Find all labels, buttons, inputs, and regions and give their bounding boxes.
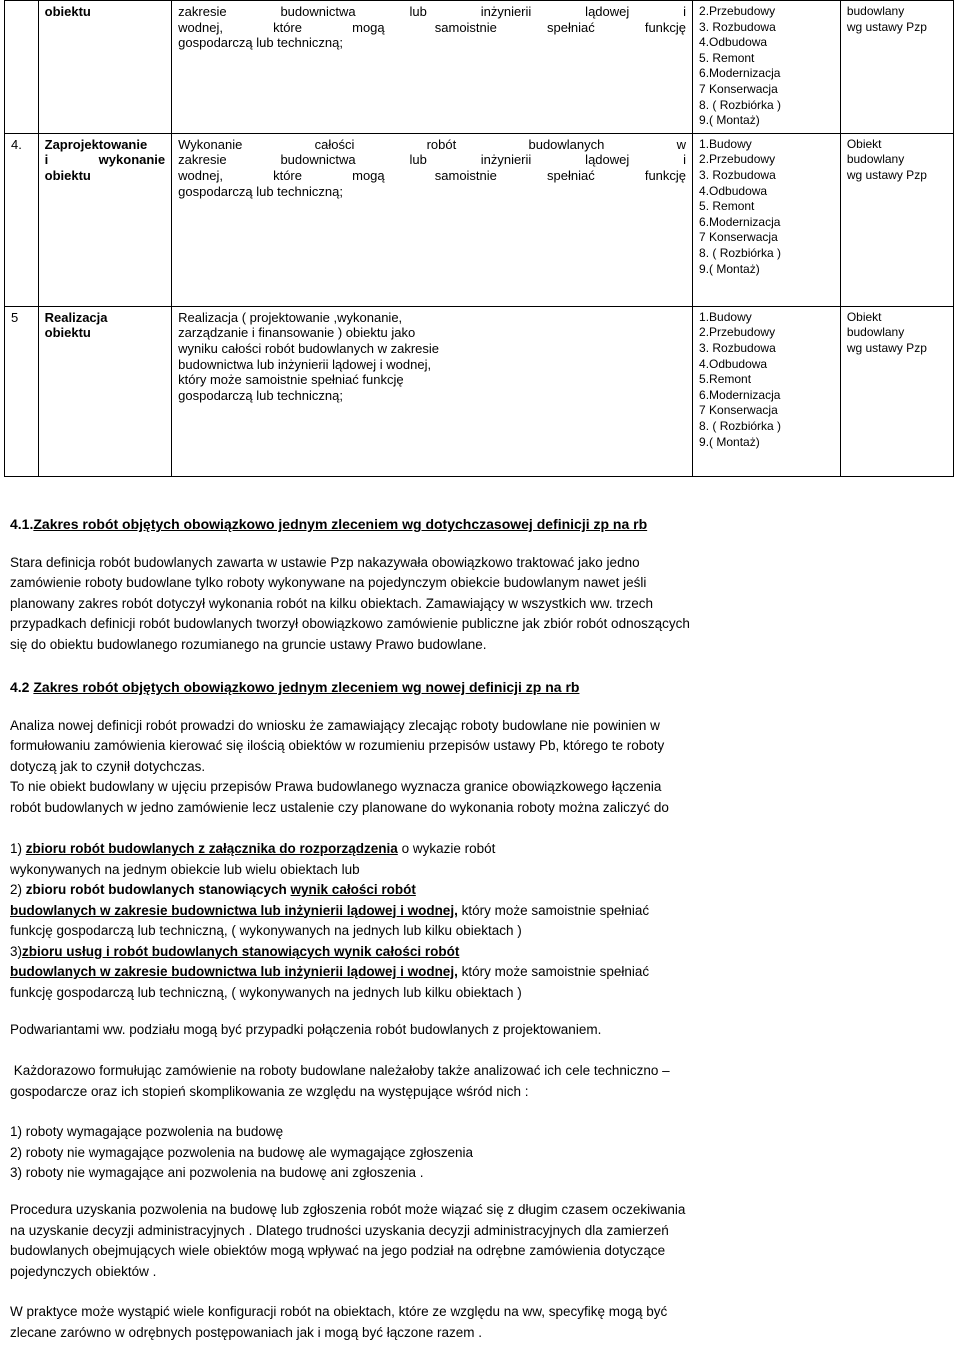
obj-line: wg ustawy Pzp (846, 19, 927, 34)
table-row-4 (5, 133, 954, 306)
paragraph-line: przypadkach definicji robót budowlanych tworzył obowiązkowo zamówienie publiczne jak zbiór robót odnoszących (10, 616, 690, 631)
name-line: i wykonanie (44, 152, 166, 168)
list-emphasis: budowlanych w zakresie budownictwa lub inżynierii lądowej i wodnej, (10, 902, 458, 918)
paragraph-line: dotyczą jak to czynił dotychczas. (10, 758, 206, 774)
list-item-continuation: funkcję gospodarczą lub techniczną, ( wykonywanych na jednych lub kilku obiektach ) (10, 984, 522, 1000)
op-item: 7 Konserwacja (699, 403, 778, 418)
paragraph-line: zamówienie roboty budowlane tylko roboty wykonywane na pojedynczym obiekcie budowlanym nawet jeśli (10, 575, 647, 590)
paragraph-line: gospodarcze oraz ich stopień skomplikowania ze względu na występujące wśród nich : (10, 1083, 529, 1099)
op-item: 9.( Montaż) (699, 261, 760, 276)
row-number: 5 (5, 306, 39, 476)
heading-text: Zakres robót objętych obowiązkowo jednym zleceniem wg nowej definicji zp na rb (33, 679, 580, 695)
paragraph-line: się do obiektu budowlanego rozumianego na gruncie ustawy Prawo budowlane. (10, 636, 487, 652)
paragraph-line: robót budowlanych w jedno zamówienie lecz ustalenie czy planowane do wykonania roboty można zaliczyć do (10, 799, 669, 815)
list-text: o wykazie robót (397, 841, 496, 856)
row-description (172, 133, 693, 306)
works-table (4, 0, 954, 477)
op-item: 2.Przebudowy (699, 4, 776, 18)
row-operations (693, 306, 841, 476)
op-item: 3. Rozbudowa (699, 340, 776, 355)
op-item: 1.Budowy (699, 136, 752, 151)
section-heading (10, 677, 950, 698)
list-emphasis: wynik całości robót (290, 882, 416, 897)
row-object (840, 306, 953, 476)
name-line: obiektu (44, 167, 91, 183)
list-emphasis: zbioru robót budowlanych stanowiących (25, 882, 291, 897)
obj-line: wg ustawy Pzp (846, 167, 927, 182)
obj-line: budowlany (846, 325, 905, 340)
table-row-5 (5, 306, 954, 476)
row-name (38, 306, 172, 476)
paragraph-line: formułowaniu zamówienia kierować się ilością obiektów w rozumieniu przepisów ustawy Pb, którego te roboty (10, 738, 665, 753)
section-heading (10, 514, 950, 535)
heading-number: 4.1. (10, 516, 34, 532)
desc-line: gospodarczą lub techniczną; (178, 35, 343, 51)
op-item: 5. Remont (699, 50, 755, 65)
paragraph-line: na uzyskanie decyzji administracyjnych . Dlatego trudności uzyskania decyzji administracyjnych dla zamierzeń (10, 1222, 669, 1238)
paragraph-each-time (10, 1061, 950, 1102)
obj-line: Obiekt (846, 136, 882, 151)
desc-line: wodnej, które mogą samoistnie spełniać funkcję (178, 167, 687, 183)
desc-line: budownictwa lub inżynierii lądowej i wodnej, (178, 356, 432, 372)
paragraph-line: To nie obiekt budowlany w ujęciu przepisów Prawa budowlanego wyznacza granice obowiązkowego łączenia (10, 779, 662, 794)
op-item: 2.Przebudowy (699, 152, 776, 167)
row-operations (693, 133, 841, 306)
obj-line: wg ustawy Pzp (846, 340, 927, 355)
obj-line: budowlany (846, 4, 905, 18)
op-item: 6.Modernizacja (699, 214, 781, 229)
paragraph-line: zlecane zarówno w odrębnych postępowaniach jak i mogą być łączone razem . (10, 1324, 483, 1340)
op-item: 8. ( Rozbiórka ) (699, 245, 782, 260)
row-number (5, 1, 39, 134)
desc-line: gospodarczą lub techniczną; (178, 387, 343, 403)
desc-line: zarządzanie i finansowanie ) obiektu jako (178, 325, 416, 341)
heading-number: 4.2 (10, 679, 30, 695)
paragraph-line: Procedura uzyskania pozwolenia na budowę lub zgłoszenia robót może wiązać się z długim czasem oczekiwania (10, 1202, 686, 1217)
paragraph-line: pojedynczych obiektów . (10, 1263, 157, 1279)
paragraph-line: Każdorazowo formułując zamówienie na roboty budowlane należałoby także analizować ich cele techniczno – (10, 1063, 670, 1078)
op-item: 6.Modernizacja (699, 387, 781, 402)
row-description (172, 1, 693, 134)
op-item: 9.( Montaż) (699, 113, 760, 128)
list-item-continuation: wykonywanych na jednym obiekcie lub wielu obiektach lub (10, 861, 360, 877)
list-emphasis: zbioru usług i robót budowlanych stanowiących wynik całości robót (22, 943, 460, 959)
permit-cases-list (10, 1122, 950, 1184)
list-item: 3) roboty nie wymagające ani pozwolenia na budowę ani zgłoszenia . (10, 1165, 424, 1180)
list-item-continuation: funkcję gospodarczą lub techniczną, ( wykonywanych na jednych lub kilku obiektach ) (10, 923, 522, 938)
list-prefix: 1) (10, 841, 26, 856)
op-item: 4.Odbudowa (699, 356, 768, 371)
row-operations (693, 1, 841, 134)
list-emphasis: budowlanych w zakresie budownictwa lub inżynierii lądowej i wodnej, (10, 964, 458, 979)
list-prefix: 2) (10, 882, 26, 897)
op-item: 6.Modernizacja (699, 66, 781, 81)
op-item: 2.Przebudowy (699, 325, 776, 340)
paragraph-line: Stara definicja robót budowlanych zawarta w ustawie Pzp nakazywała obowiązkowo traktować jako jedno (10, 554, 640, 570)
obj-line: Obiekt (846, 309, 882, 324)
desc-line: zakresie budownictwa lub inżynierii lądowej i (178, 152, 687, 168)
list-text: który może samoistnie spełniać (457, 964, 650, 979)
desc-line: Realizacja ( projektowanie ,wykonanie, (178, 309, 403, 325)
paragraph-procedure (10, 1200, 950, 1282)
obj-line: budowlany (846, 152, 905, 167)
paragraph-line: Podwariantami ww. podziału mogą być przypadki połączenia robót budowlanych z projektowaniem. (10, 1022, 602, 1037)
works-list (10, 839, 950, 1003)
list-item (10, 880, 950, 901)
row-object (840, 1, 953, 134)
list-item (10, 839, 950, 860)
paragraph-line: budowlanych obejmujących wiele obiektów mogą wpływać na jego podział na odrębne zamówienia dotyczące (10, 1243, 666, 1258)
row-object (840, 133, 953, 306)
list-item (10, 942, 950, 963)
name-line: obiektu (44, 325, 91, 341)
op-item: 5.Remont (699, 372, 752, 387)
op-item: 1.Budowy (699, 309, 752, 324)
heading-text: Zakres robót objętych obowiązkowo jednym zleceniem wg dotychczasowej definicji zp na rb (33, 516, 648, 532)
desc-line: gospodarczą lub techniczną; (178, 183, 343, 199)
paragraph-line: W praktyce może wystąpić wiele konfiguracji robót na obiektach, które ze względu na ww, specyfikę mogą być (10, 1304, 668, 1319)
desc-line: Wykonanie całości robót budowlanych w (178, 136, 687, 152)
name-line: Realizacja (44, 309, 108, 325)
list-item-continuation (10, 962, 950, 983)
row-name: obiektu (38, 1, 172, 134)
op-item: 3. Rozbudowa (699, 167, 776, 182)
paragraph-subvariants (10, 1020, 950, 1041)
op-item: 7 Konserwacja (699, 230, 778, 245)
desc-line: wodnej, które mogą samoistnie spełniać funkcję (178, 19, 687, 35)
op-item: 5. Remont (699, 199, 755, 214)
op-item: 9.( Montaż) (699, 434, 760, 449)
paragraph-practice (10, 1302, 950, 1343)
section-4-2 (10, 677, 950, 818)
op-item: 8. ( Rozbiórka ) (699, 418, 782, 433)
list-emphasis: zbioru robót budowlanych z załącznika do rozporządzenia (25, 841, 398, 856)
desc-line: wyniku całości robót budowlanych w zakresie (178, 340, 440, 356)
paragraph-line: Analiza nowej definicji robót prowadzi do wniosku że zamawiający zlecając roboty budowlane nie powinien w (10, 717, 660, 733)
op-item: 4.Odbudowa (699, 183, 768, 198)
desc-line: zakresie budownictwa lub inżynierii lądowej i (178, 4, 687, 19)
name-line: Zaprojektowanie (44, 136, 148, 152)
list-item-continuation (10, 901, 950, 922)
table-row-continued (5, 1, 954, 134)
list-item: 1) roboty wymagające pozwolenia na budowę (10, 1124, 284, 1139)
desc-line: który może samoistnie spełniać funkcję (178, 372, 404, 388)
paragraph-line: planowany zakres robót dotyczył wykonania robót na kilku obiektach. Zamawiający w wszystkich ww. trzech (10, 595, 654, 611)
list-item: 2) roboty nie wymagające pozwolenia na budowę ale wymagające zgłoszenia (10, 1144, 474, 1160)
list-text: który może samoistnie spełniać (457, 902, 650, 918)
row-number: 4. (5, 133, 39, 306)
row-description (172, 306, 693, 476)
op-item: 4.Odbudowa (699, 35, 768, 50)
row-name (38, 133, 172, 306)
section-4-1 (10, 514, 950, 655)
op-item: 7 Konserwacja (699, 81, 778, 96)
list-prefix: 3) (10, 943, 23, 959)
op-item: 3. Rozbudowa (699, 19, 776, 34)
op-item: 8. ( Rozbiórka ) (699, 97, 782, 112)
